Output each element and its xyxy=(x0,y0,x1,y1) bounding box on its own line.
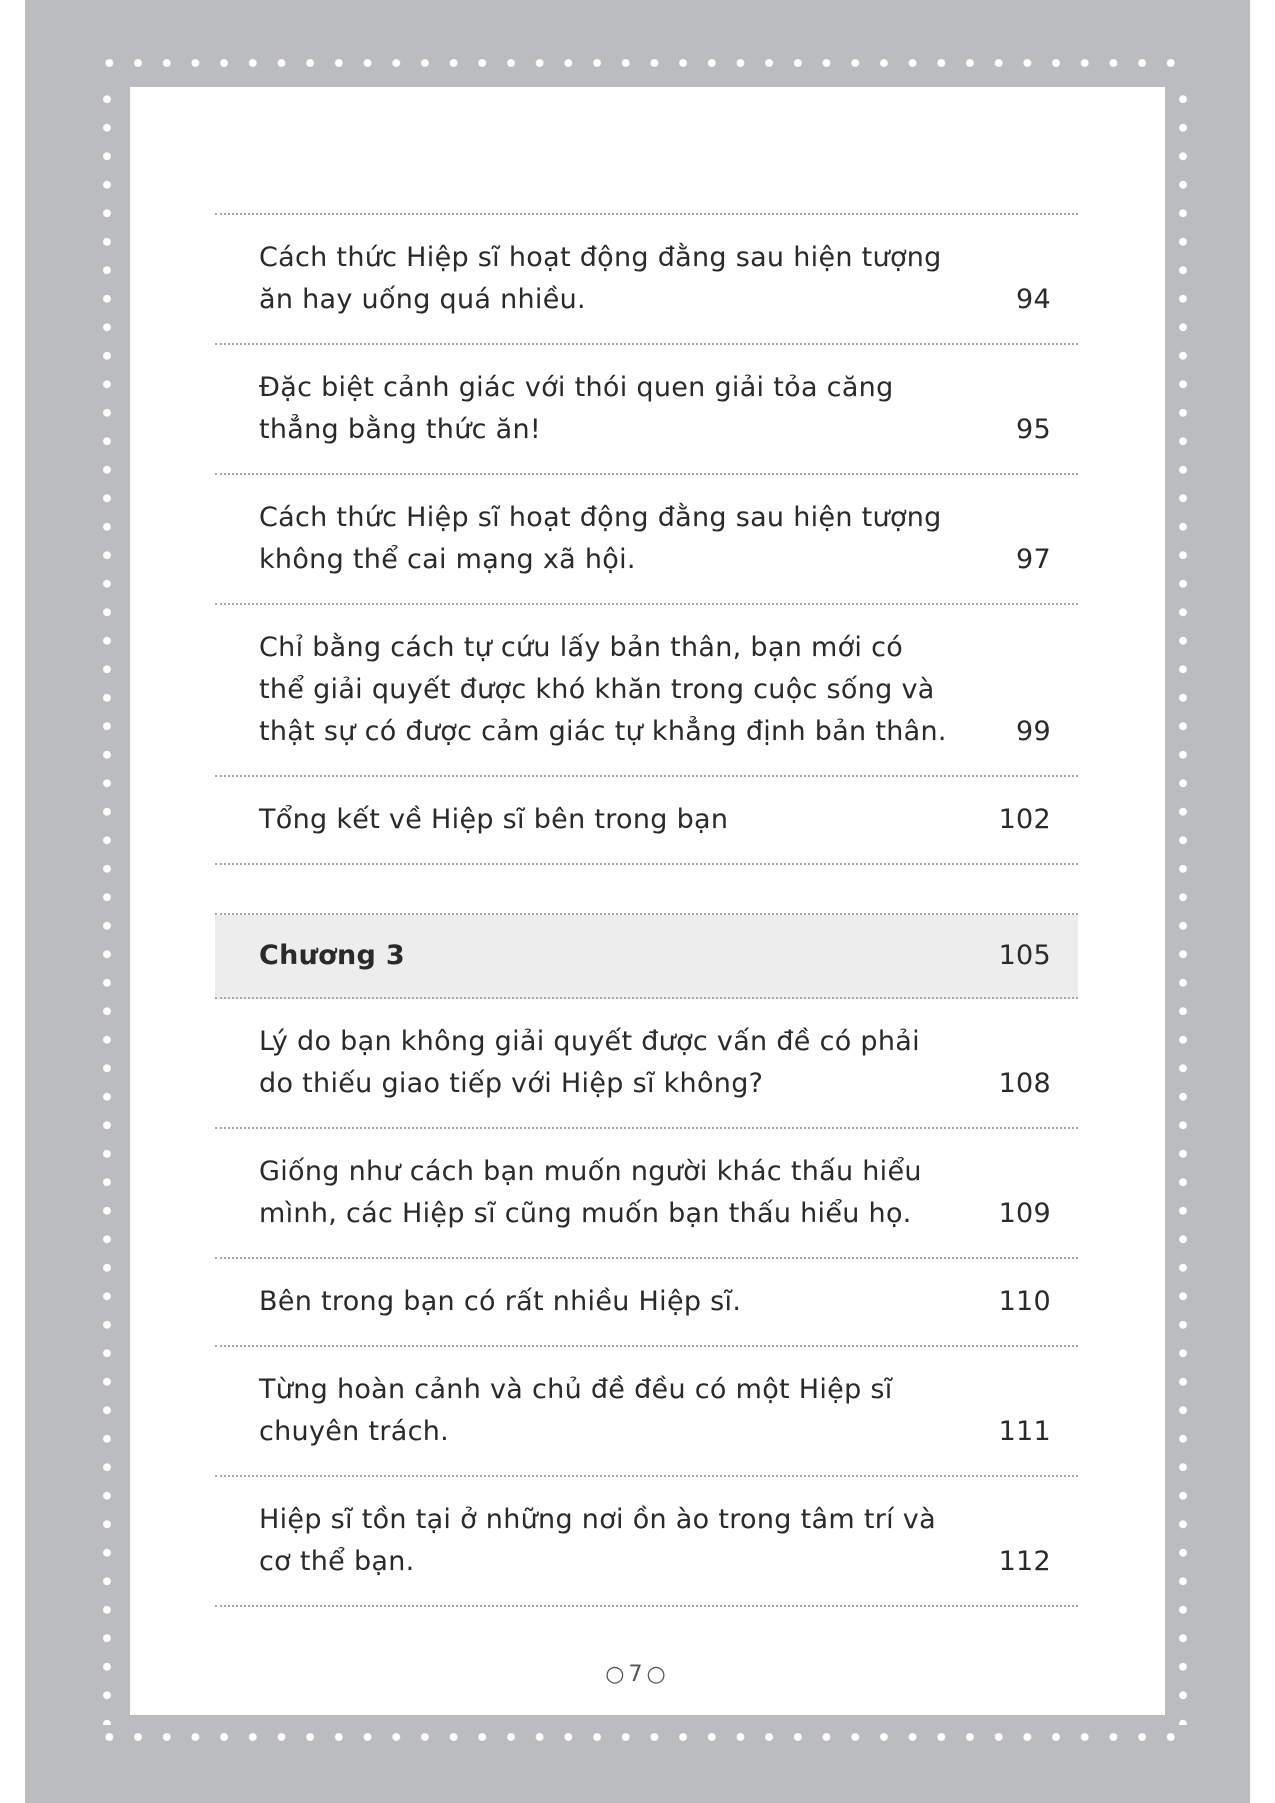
toc-entry[interactable] xyxy=(215,1129,1078,1259)
toc-entry-page: 94 xyxy=(1016,284,1051,315)
toc-entry-page: 97 xyxy=(1016,544,1051,575)
toc-entry-page: 108 xyxy=(998,1068,1051,1099)
toc-entry[interactable] xyxy=(215,1477,1078,1607)
toc-entry-title: Hiệp sĩ tồn tại ở những nơi ồn ào trong tâm trí và cơ thể bạn. xyxy=(259,1504,936,1577)
toc-entry[interactable] xyxy=(215,1259,1078,1347)
toc-entry-page: 95 xyxy=(1016,414,1051,445)
toc-entry-title: Từng hoàn cảnh và chủ đề đều có một Hiệp sĩ chuyên trách. xyxy=(259,1374,893,1447)
toc-entry-title: Đặc biệt cảnh giác với thói quen giải tỏa căng thẳng bằng thức ăn! xyxy=(259,372,894,445)
toc-entry-title: Giống như cách bạn muốn người khác thấu hiểu mình, các Hiệp sĩ cũng muốn bạn thấu hiểu họ. xyxy=(259,1156,922,1229)
toc-entry-page: 110 xyxy=(998,1286,1051,1317)
toc-entry-title: Chỉ bằng cách tự cứu lấy bản thân, bạn mới có thể giải quyết được khó khăn trong cuộc sống và thật sự có được cảm giác tự khẳng định bản thân. xyxy=(259,632,947,747)
chapter-page: 105 xyxy=(998,940,1051,971)
toc-entry-page: 102 xyxy=(998,804,1051,835)
toc-entry-page: 99 xyxy=(1016,716,1051,747)
toc-entry[interactable] xyxy=(215,345,1078,475)
toc-entry-page: 109 xyxy=(998,1198,1051,1229)
page-number: ○7○ xyxy=(605,1662,670,1687)
toc-entry-title: Lý do bạn không giải quyết được vấn đề có phải do thiếu giao tiếp với Hiệp sĩ không? xyxy=(259,1026,920,1099)
table-of-contents xyxy=(215,213,1078,1607)
section-gap xyxy=(215,865,1078,915)
dotted-border-top xyxy=(95,58,1185,68)
toc-entry-title: Tổng kết về Hiệp sĩ bên trong bạn xyxy=(259,804,729,835)
toc-entry-page: 111 xyxy=(998,1416,1051,1447)
chapter-title: Chương 3 xyxy=(259,940,405,971)
dotted-border-left xyxy=(102,85,112,1725)
toc-entry-page: 112 xyxy=(998,1546,1051,1577)
toc-entry[interactable] xyxy=(215,1347,1078,1477)
toc-entry[interactable] xyxy=(215,777,1078,865)
toc-entry-title: Cách thức Hiệp sĩ hoạt động đằng sau hiện tượng không thể cai mạng xã hội. xyxy=(259,502,942,575)
dotted-border-bottom xyxy=(95,1732,1185,1742)
toc-chapter-heading[interactable] xyxy=(215,915,1078,999)
toc-entry[interactable] xyxy=(215,215,1078,345)
toc-entry-title: Bên trong bạn có rất nhiều Hiệp sĩ. xyxy=(259,1286,742,1317)
dotted-border-right xyxy=(1178,85,1188,1725)
toc-entry[interactable] xyxy=(215,605,1078,777)
toc-entry[interactable] xyxy=(215,999,1078,1129)
toc-entry[interactable] xyxy=(215,475,1078,605)
toc-entry-title: Cách thức Hiệp sĩ hoạt động đằng sau hiện tượng ăn hay uống quá nhiều. xyxy=(259,242,942,315)
